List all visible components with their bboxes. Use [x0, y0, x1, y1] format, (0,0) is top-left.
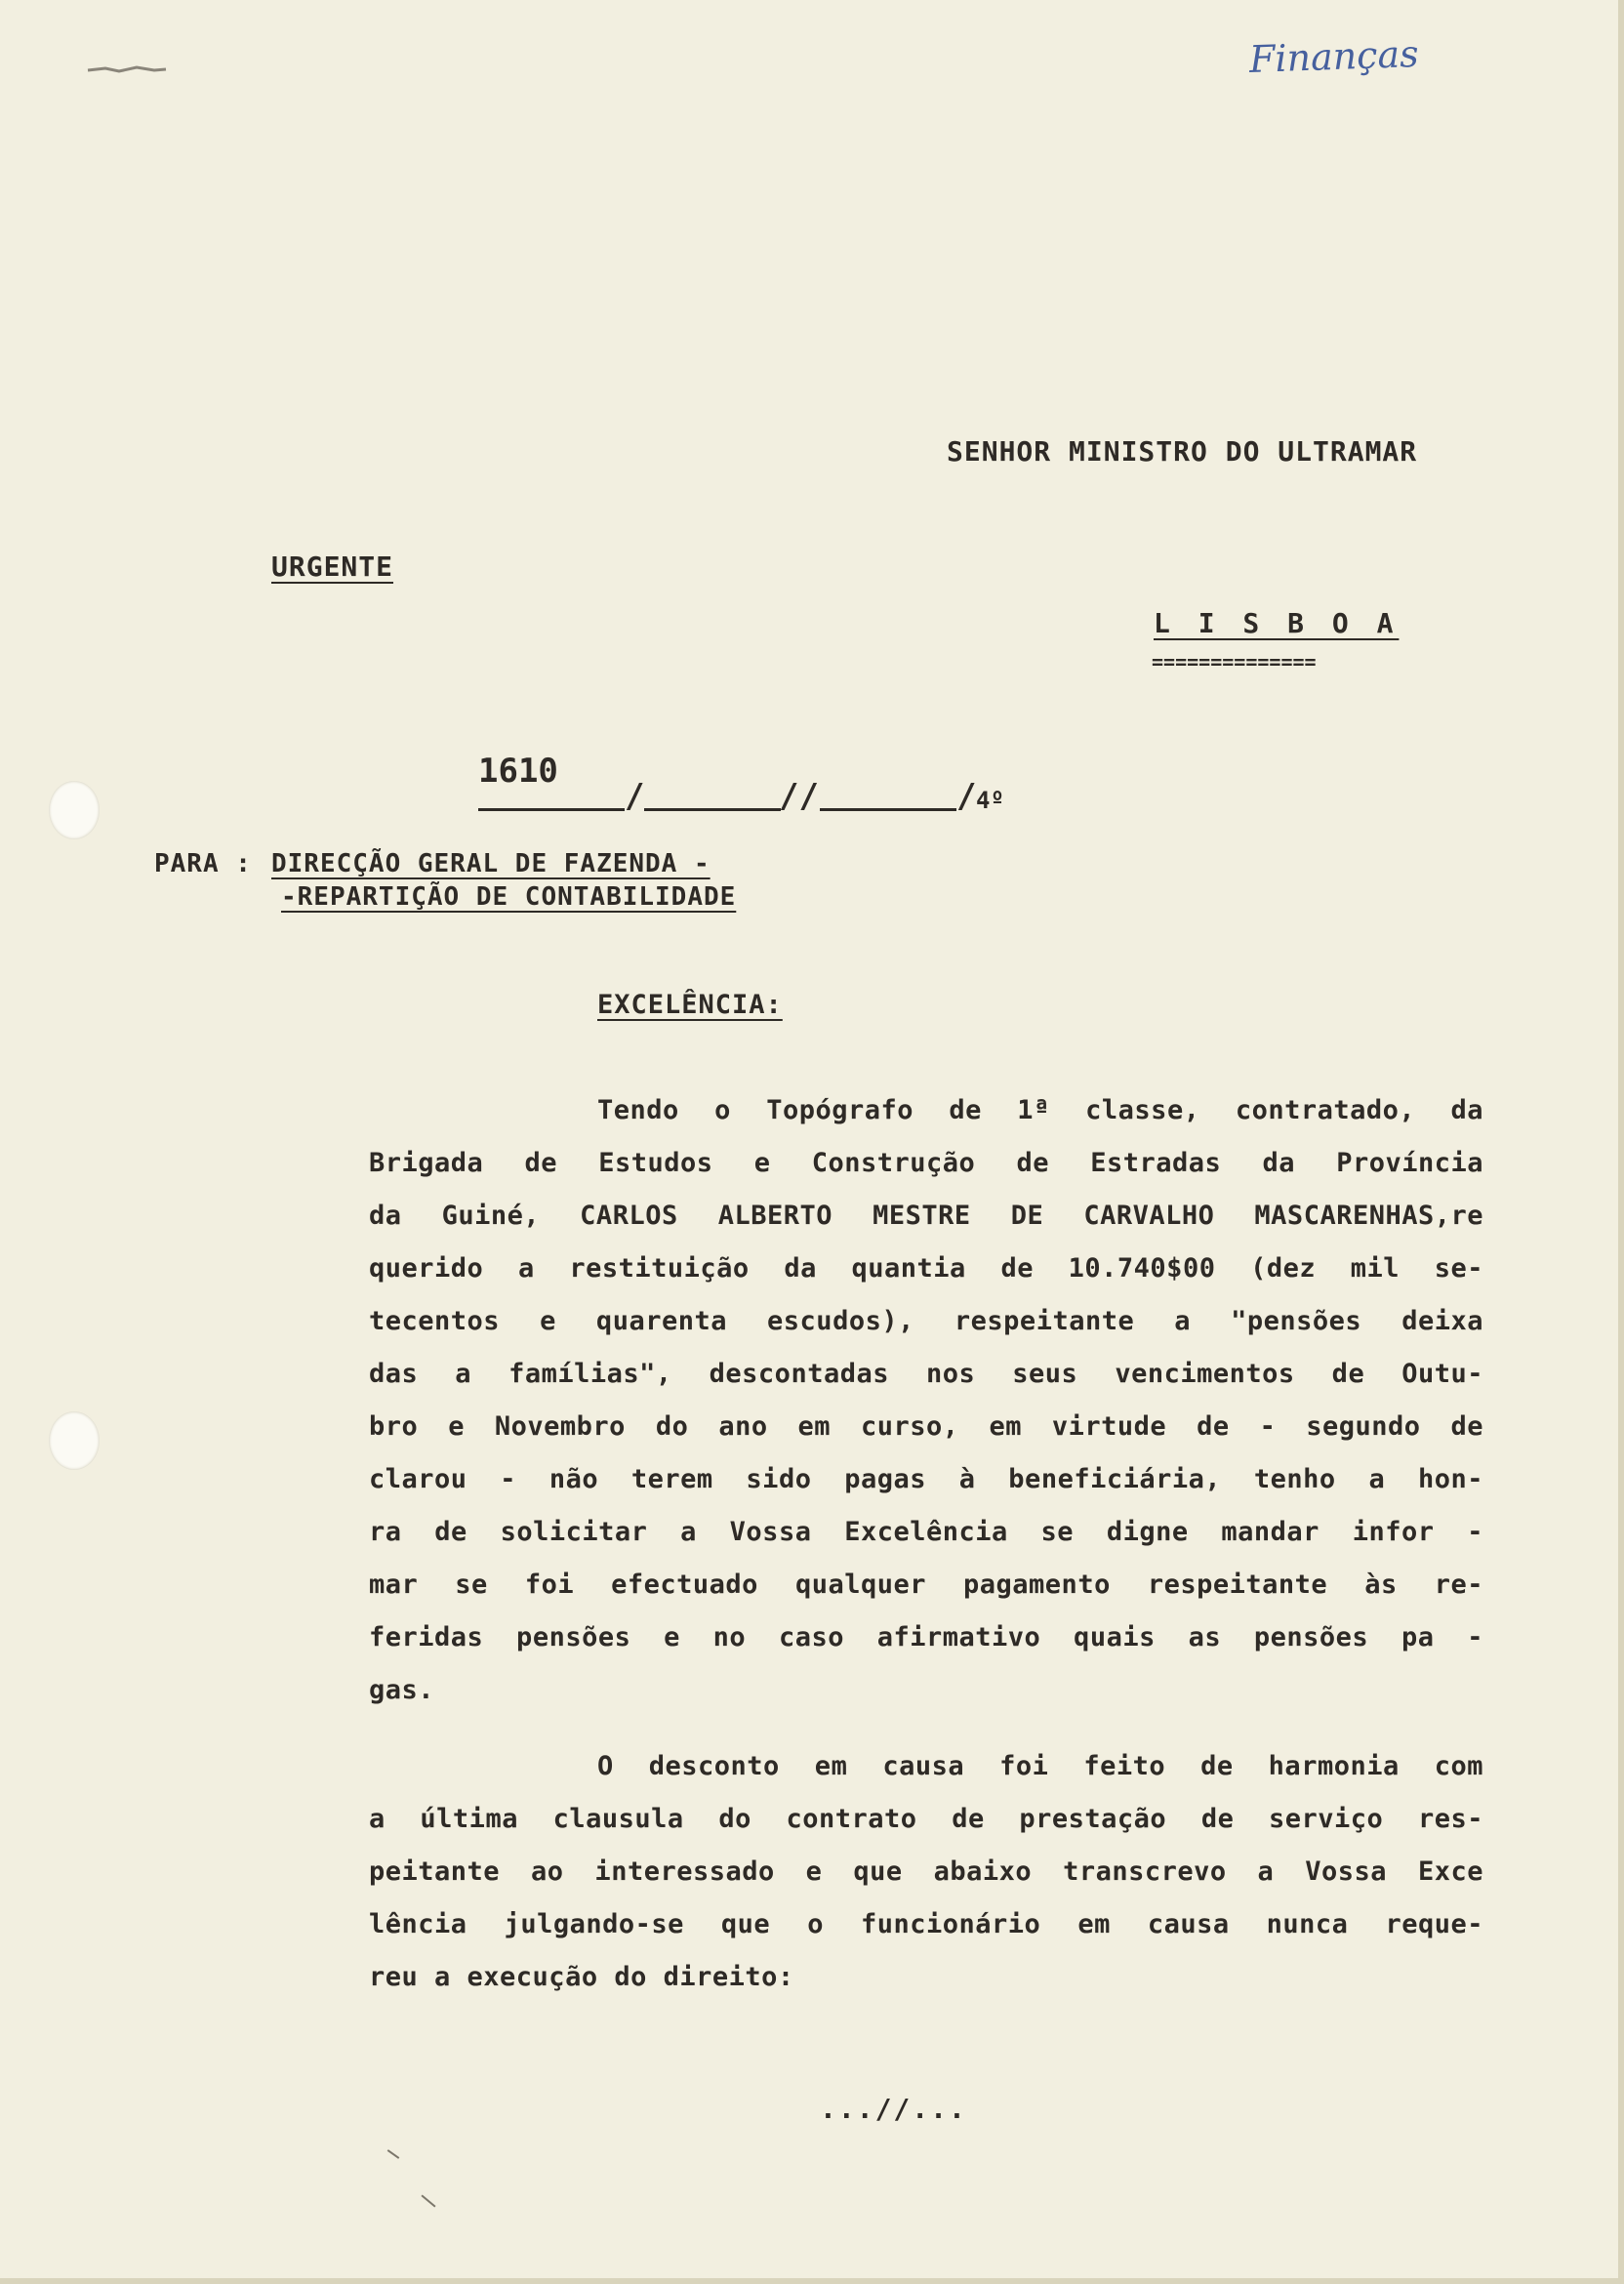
city-name: L I S B O A — [1154, 607, 1400, 639]
paragraph-1-line: Brigada de Estudos e Construção de Estradas da Província — [369, 1148, 1483, 1178]
addressee-line-2: -REPARTIÇÃO DE CONTABILIDADE — [281, 882, 737, 912]
city-double-underline: ============== — [1152, 650, 1317, 673]
addressee-line-1: DIRECÇÃO GERAL DE FAZENDA - — [271, 849, 710, 878]
reference-number-line — [478, 808, 625, 811]
paragraph-2-line: reu a execução do direito: — [369, 1962, 794, 1992]
page-edge-right — [1618, 0, 1624, 2284]
paragraph-1-line: tecentos e quarenta escudos), respeitante a "pensões deixa — [369, 1306, 1483, 1336]
paragraph-1-line: mar se foi efectuado qualquer pagamento respeitante às re- — [369, 1570, 1483, 1600]
salutation: EXCELÊNCIA: — [597, 990, 783, 1020]
paragraph-1-line: feridas pensões e no caso afirmativo quais as pensões pa - — [369, 1622, 1483, 1652]
paragraph-2-line: peitante ao interessado e que abaixo transcrevo a Vossa Exce — [369, 1856, 1483, 1887]
urgency-label: URGENTE — [271, 551, 394, 583]
pencil-tick-2 — [421, 2194, 435, 2207]
paragraph-1-line: bro e Novembro do ano em curso, em virtude de - segundo de — [369, 1411, 1483, 1442]
addressee-prefix: PARA : — [154, 849, 252, 878]
paragraph-2-line: a última clausula do contrato de prestação de serviço res- — [369, 1804, 1483, 1834]
paragraph-1-line: gas. — [369, 1675, 435, 1705]
paragraph-1-line: clarou - não terem sido pagas à beneficiária, tenho a hon- — [369, 1464, 1483, 1494]
paragraph-1-line: das a famílias", descontadas nos seus vencimentos de Outu- — [369, 1359, 1483, 1389]
reference-blank-1 — [644, 808, 781, 811]
ink-smudge — [86, 62, 168, 76]
reference-blank-2 — [820, 808, 956, 811]
paragraph-1-line: ra de solicitar a Vossa Excelência se digne mandar infor - — [369, 1517, 1483, 1547]
paragraph-2-line: O desconto em causa foi feito de harmonia com — [597, 1751, 1483, 1781]
punch-hole-bottom — [49, 1411, 100, 1470]
reference-suffix: 4º — [976, 787, 1004, 814]
paragraph-2-line: lência julgando-se que o funcionário em causa nunca reque- — [369, 1909, 1483, 1939]
recipient-line: SENHOR MINISTRO DO ULTRAMAR — [947, 435, 1418, 468]
paragraph-1-line: querido a restituição da quantia de 10.740$00 (dez mil se- — [369, 1253, 1483, 1284]
paragraph-1-line: da Guiné, CARLOS ALBERTO MESTRE DE CARVALHO MASCARENHAS,re — [369, 1201, 1483, 1231]
page-edge-bottom — [0, 2278, 1624, 2284]
paragraph-1-line: Tendo o Topógrafo de 1ª classe, contratado, da — [597, 1095, 1483, 1125]
reference-separator-3: / — [956, 777, 977, 816]
reference-number: 1610 — [478, 752, 558, 791]
reference-separator-1: / — [625, 777, 645, 816]
punch-hole-top — [49, 781, 100, 839]
reference-separator-2: // — [779, 777, 819, 816]
handwritten-note: Finanças — [1248, 31, 1420, 82]
pencil-tick-1 — [387, 2149, 400, 2159]
continuation-mark: ...//... — [820, 2093, 967, 2125]
